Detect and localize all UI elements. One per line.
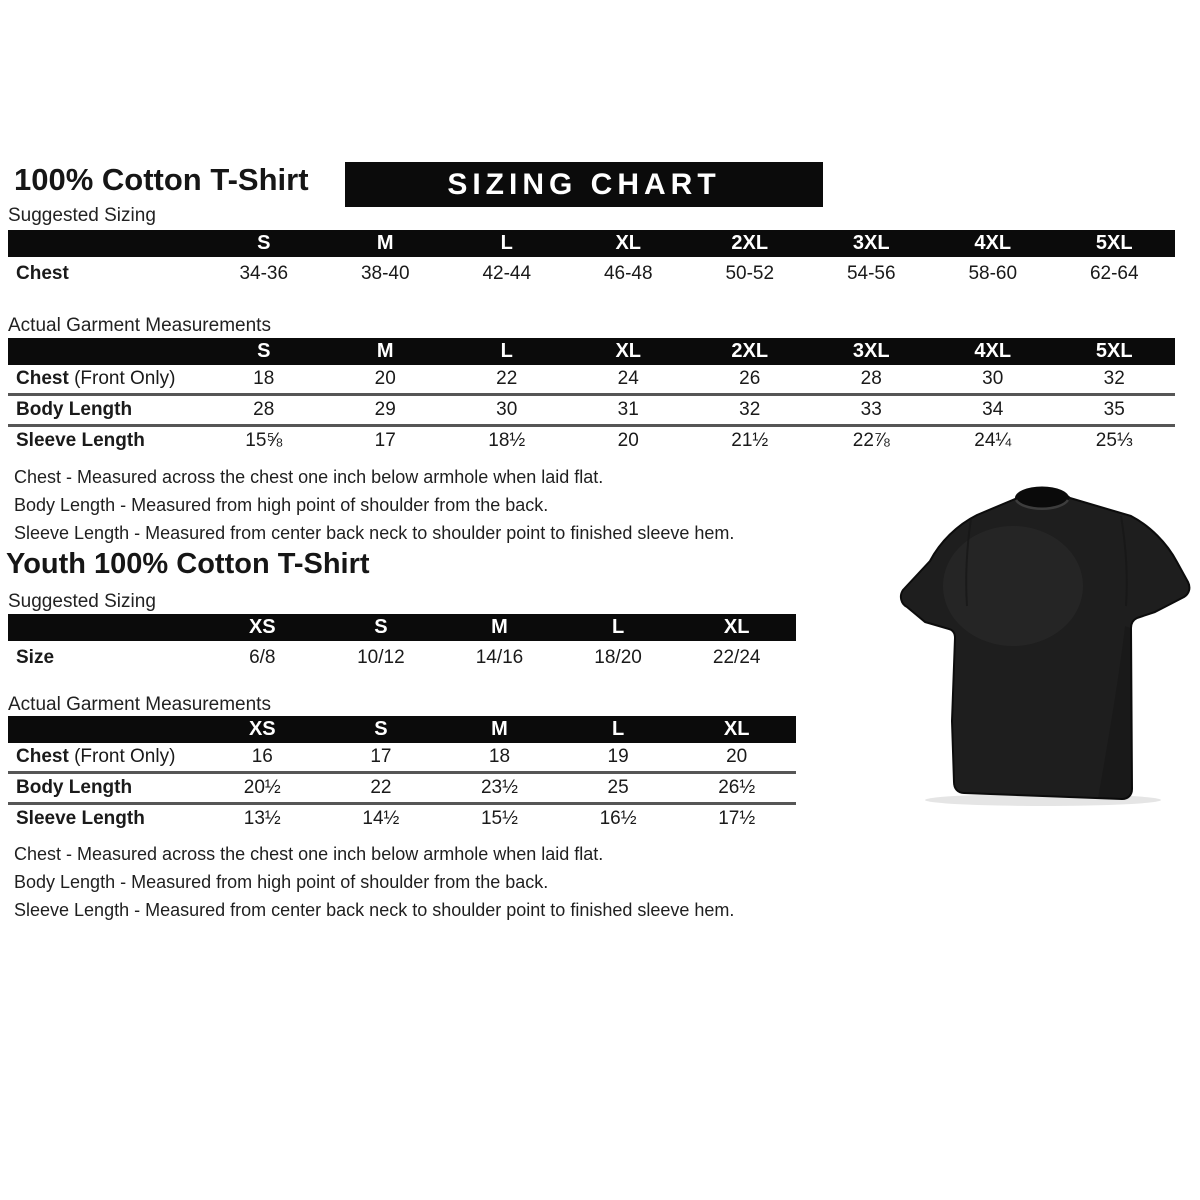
size-column-header: M bbox=[440, 716, 559, 743]
measurement-cell: 18 bbox=[253, 368, 275, 389]
measurement-cell: 20 bbox=[568, 426, 690, 456]
measurement-cell: 14½ bbox=[322, 804, 441, 834]
measurement-cell: 28 bbox=[203, 395, 325, 426]
size-header-spacer bbox=[8, 338, 203, 365]
measurement-cell: 35 bbox=[1054, 395, 1176, 426]
size-column-header: 2XL bbox=[689, 230, 811, 257]
adult-measurement-notes bbox=[14, 463, 734, 547]
size-column-header: S bbox=[203, 230, 325, 257]
measurement-cell: 32 bbox=[1103, 368, 1125, 389]
size-column-header: XL bbox=[568, 230, 690, 257]
table-row bbox=[8, 743, 796, 773]
size-column-header: XL bbox=[568, 338, 690, 365]
tshirt-graphic bbox=[893, 466, 1195, 808]
measurement-cell: 18 bbox=[488, 746, 511, 767]
row-label: Body Length bbox=[8, 773, 203, 804]
size-column-header: XS bbox=[203, 614, 322, 641]
measurement-cell: 19 bbox=[607, 746, 629, 767]
measurement-cell: 24¼ bbox=[932, 426, 1054, 456]
size-column-header: M bbox=[325, 230, 447, 257]
youth-suggested-sizing-table bbox=[8, 614, 796, 674]
note-line: Body Length - Measured from high point of shoulder from the back. bbox=[14, 495, 549, 515]
row-label: Body Length bbox=[8, 395, 203, 426]
measurement-cell: 22 bbox=[322, 773, 441, 804]
page-title: 100% Cotton T-Shirt bbox=[14, 162, 309, 197]
size-column-header: 4XL bbox=[932, 338, 1054, 365]
note-line: Chest - Measured across the chest one inch below armhole when laid flat. bbox=[14, 467, 604, 487]
note-line: Chest - Measured across the chest one inch below armhole when laid flat. bbox=[14, 844, 604, 864]
size-column-header: S bbox=[322, 614, 441, 641]
youth-actual-measurements-label: Actual Garment Measurements bbox=[8, 694, 271, 715]
measurement-cell: 26 bbox=[739, 368, 761, 389]
measurement-cell: 14/16 bbox=[475, 646, 524, 668]
measurement-cell: 34 bbox=[932, 395, 1054, 426]
size-column-header: L bbox=[446, 338, 568, 365]
measurement-cell: 23½ bbox=[440, 773, 559, 804]
measurement-cell: 25 bbox=[559, 773, 678, 804]
measurement-cell: 38-40 bbox=[360, 262, 410, 284]
youth-suggested-sizing-label: Suggested Sizing bbox=[8, 591, 156, 612]
table-row bbox=[8, 641, 796, 674]
measurement-cell: 58-60 bbox=[968, 262, 1018, 284]
sizing-chart-banner: SIZING CHART bbox=[345, 162, 823, 207]
measurement-cell: 21½ bbox=[689, 426, 811, 456]
measurement-cell: 33 bbox=[811, 395, 933, 426]
measurement-cell: 10/12 bbox=[357, 646, 405, 668]
row-label: Size bbox=[16, 646, 55, 668]
measurement-cell: 15½ bbox=[440, 804, 559, 834]
youth-measurement-notes bbox=[14, 840, 734, 924]
measurement-cell: 46-48 bbox=[603, 262, 653, 284]
tshirt-image bbox=[893, 466, 1195, 808]
size-column-header: 2XL bbox=[689, 338, 811, 365]
measurement-cell: 13½ bbox=[203, 804, 322, 834]
table-row bbox=[8, 257, 1175, 290]
size-column-header: 3XL bbox=[811, 230, 933, 257]
measurement-cell: 20 bbox=[374, 368, 396, 389]
measurement-cell: 18/20 bbox=[594, 646, 642, 668]
row-label: Chest bbox=[16, 262, 69, 284]
size-column-header: L bbox=[559, 614, 678, 641]
table-row bbox=[8, 365, 1175, 395]
size-column-header: S bbox=[322, 716, 441, 743]
measurement-cell: 26½ bbox=[677, 773, 796, 804]
measurement-cell: 30 bbox=[982, 368, 1004, 389]
adult-suggested-sizing-table bbox=[8, 230, 1175, 290]
measurement-cell: 17 bbox=[325, 426, 447, 456]
youth-actual-measurements-table bbox=[8, 716, 796, 833]
size-column-header: XL bbox=[677, 716, 796, 743]
measurement-cell: 22/24 bbox=[712, 646, 761, 668]
adult-actual-measurements-label: Actual Garment Measurements bbox=[8, 315, 271, 336]
size-column-header: XL bbox=[677, 614, 796, 641]
measurement-cell: 50-52 bbox=[725, 262, 775, 284]
size-column-header: L bbox=[446, 230, 568, 257]
measurement-cell: 34-36 bbox=[239, 262, 289, 284]
row-label: Chest (Front Only) bbox=[16, 746, 176, 767]
note-line: Body Length - Measured from high point of shoulder from the back. bbox=[14, 872, 549, 892]
adult-actual-measurements-table bbox=[8, 338, 1175, 455]
measurement-cell: 32 bbox=[689, 395, 811, 426]
table-row bbox=[8, 395, 1175, 426]
measurement-cell: 17 bbox=[370, 746, 392, 767]
size-column-header: 3XL bbox=[811, 338, 933, 365]
size-column-header: M bbox=[440, 614, 559, 641]
table-row bbox=[8, 804, 796, 834]
measurement-cell: 6/8 bbox=[249, 646, 276, 668]
measurement-cell: 20½ bbox=[203, 773, 322, 804]
table-row bbox=[8, 426, 1175, 456]
measurement-cell: 15⅝ bbox=[203, 426, 325, 456]
table-row bbox=[8, 773, 796, 804]
measurement-cell: 31 bbox=[568, 395, 690, 426]
youth-section-title: Youth 100% Cotton T-Shirt bbox=[6, 548, 370, 580]
measurement-cell: 25⅓ bbox=[1054, 426, 1176, 456]
measurement-cell: 24 bbox=[617, 368, 639, 389]
measurement-cell: 16 bbox=[251, 746, 273, 767]
size-header-spacer bbox=[8, 716, 203, 743]
size-column-header: L bbox=[559, 716, 678, 743]
row-label: Sleeve Length bbox=[8, 426, 203, 456]
size-column-header: XS bbox=[203, 716, 322, 743]
measurement-cell: 22 bbox=[496, 368, 518, 389]
row-label: Sleeve Length bbox=[8, 804, 203, 834]
note-line: Sleeve Length - Measured from center back neck to shoulder point to finished sleeve hem. bbox=[14, 523, 735, 543]
size-column-header: M bbox=[325, 338, 447, 365]
measurement-cell: 62-64 bbox=[1089, 262, 1139, 284]
size-column-header: 5XL bbox=[1054, 230, 1176, 257]
note-line: Sleeve Length - Measured from center back neck to shoulder point to finished sleeve hem. bbox=[14, 900, 735, 920]
measurement-cell: 18½ bbox=[446, 426, 568, 456]
size-column-header: 4XL bbox=[932, 230, 1054, 257]
size-column-header: 5XL bbox=[1054, 338, 1176, 365]
adult-suggested-sizing-label: Suggested Sizing bbox=[8, 205, 156, 226]
measurement-cell: 29 bbox=[325, 395, 447, 426]
measurement-cell: 30 bbox=[446, 395, 568, 426]
measurement-cell: 22⅞ bbox=[811, 426, 933, 456]
row-label: Chest (Front Only) bbox=[16, 368, 176, 389]
measurement-cell: 28 bbox=[860, 368, 882, 389]
measurement-cell: 54-56 bbox=[846, 262, 896, 284]
size-column-header: S bbox=[203, 338, 325, 365]
measurement-cell: 20 bbox=[726, 746, 748, 767]
measurement-cell: 16½ bbox=[559, 804, 678, 834]
measurement-cell: 17½ bbox=[677, 804, 796, 834]
measurement-cell: 42-44 bbox=[482, 262, 532, 284]
size-header-spacer bbox=[8, 230, 203, 257]
size-header-spacer bbox=[8, 614, 203, 641]
